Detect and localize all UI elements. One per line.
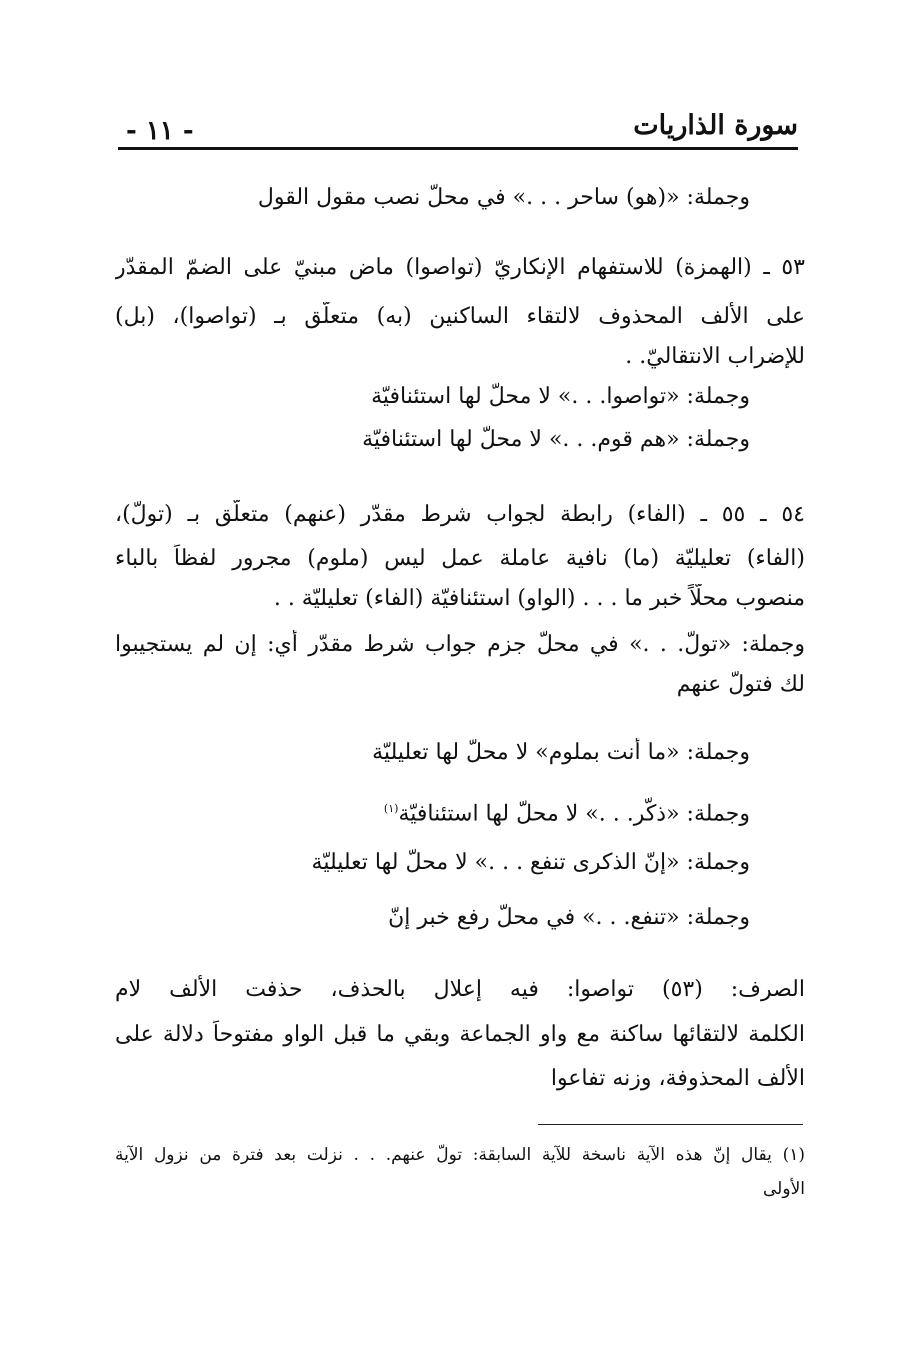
text-line: وجملة: «تولّ. . .» في محلّ جزم جواب شرط مقدّر أي: إن لم يستجيبوا: [115, 632, 805, 657]
text-line: الصرف: (٥٣) تواصوا: فيه إعلال بالحذف، حذفت الألف لام: [115, 977, 805, 1002]
text-line: ٥٣ ـ (الهمزة) للاستفهام الإنكاريّ (تواصوا) ماض مبنيّ على الضمّ المقدّر: [115, 255, 805, 280]
text-line-body: وجملة: «ذكّر. . .» لا محلّ لها استئنافيّة: [398, 801, 750, 827]
footnote-divider: [538, 1124, 803, 1125]
footnote-reference: (١): [383, 802, 399, 815]
footnote-line: (١) يقال إنّ هذه الآية ناسخة للآية السابقة: تولّ عنهم. . . نزلت بعد فترة من نزول الآية: [115, 1145, 805, 1165]
text-line: وجملة: «ما أنت بملوم» لا محلّ لها تعليليّة: [372, 740, 750, 765]
page-number: - ١١ -: [126, 116, 194, 146]
text-line: منصوب محلّاً خبر ما . . . (الواو) استئنافيّة (الفاء) تعليليّة . .: [273, 586, 805, 611]
text-line: وجملة: «تنفع. . .» في محلّ رفع خبر إنّ: [388, 905, 750, 930]
text-line: للإضراب الانتقاليّ. .: [625, 344, 805, 369]
text-line: (الفاء) تعليليّة (ما) نافية عاملة عمل ليس (ملوم) مجرور لفظاً بالباء: [115, 546, 805, 571]
text-line: الكلمة لالتقائها ساكنة مع واو الجماعة وبقي ما قبل الواو مفتوحاً دلالة على: [115, 1022, 805, 1047]
text-line: وجملة: «هم قوم. . .» لا محلّ لها استئنافيّة: [362, 427, 750, 452]
surah-title: سورة الذاريات: [633, 110, 798, 141]
text-line: وجملة: «إنّ الذكرى تنفع . . .» لا محلّ لها تعليليّة: [311, 850, 750, 875]
page-header: [118, 100, 798, 150]
text-line: الألف المحذوفة، وزنه تفاعوا: [550, 1066, 805, 1091]
text-line: على الألف المحذوف لالتقاء الساكنين (به) متعلّق بـ (تواصوا)، (بل): [115, 304, 805, 329]
text-line: [115, 794, 750, 829]
header-divider: [118, 147, 798, 150]
text-line: وجملة: «تواصوا. . .» لا محلّ لها استئنافيّة: [371, 384, 750, 409]
text-line: لك فتولّ عنهم: [676, 672, 805, 697]
footnote-line: الأولى: [763, 1179, 805, 1199]
text-line: وجملة: «(هو) ساحر . . .» في محلّ نصب مقول القول: [257, 185, 750, 210]
text-line: ٥٤ ـ ٥٥ ـ (الفاء) رابطة لجواب شرط مقدّر (عنهم) متعلّق بـ (تولّ)،: [115, 502, 805, 527]
